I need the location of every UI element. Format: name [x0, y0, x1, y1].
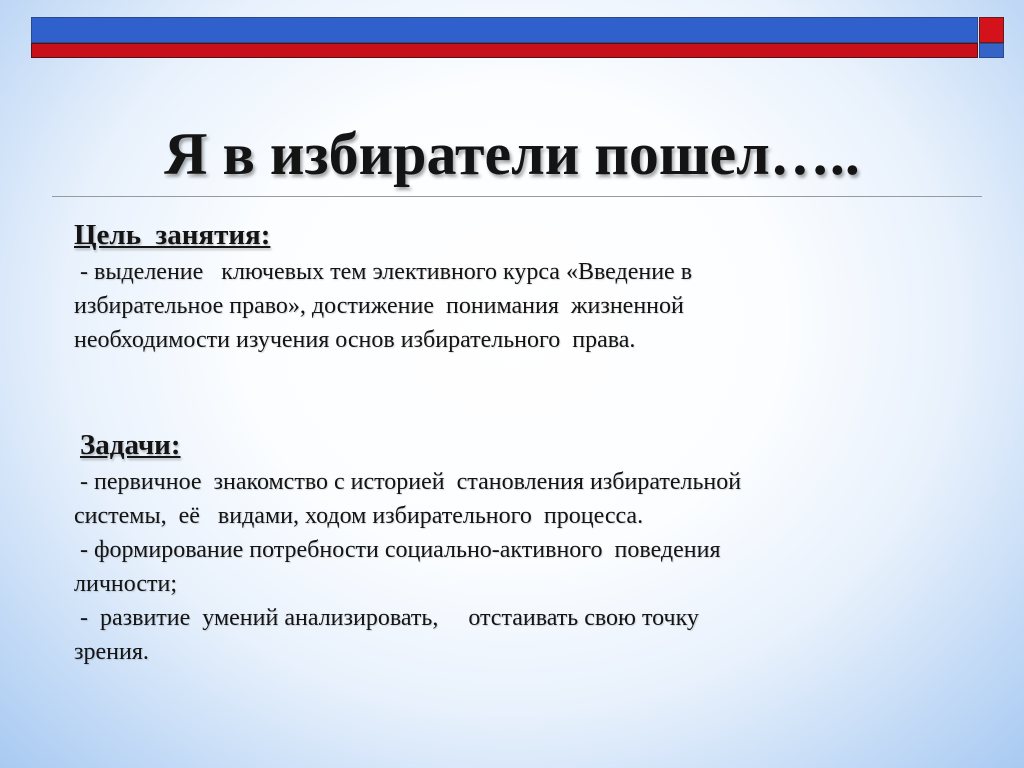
- tasks-line: - развитие умений анализировать, отстаивать свою точку: [74, 605, 699, 631]
- goal-heading: Цель занятия:: [74, 219, 271, 251]
- goal-line: избирательное право», достижение понимания жизненной: [74, 293, 684, 319]
- tasks-line: зрения.: [74, 639, 149, 665]
- tasks-line: - первичное знакомство с историей становления избирательной: [74, 469, 742, 495]
- tasks-heading: Задачи:: [80, 429, 181, 461]
- corner-red-square: [979, 17, 1004, 43]
- goal-line: - выделение ключевых тем элективного курса «Введение в: [74, 259, 693, 285]
- top-red-bar: [31, 43, 978, 58]
- spacer: [74, 357, 894, 425]
- slide-body: [74, 215, 894, 669]
- title-divider: [52, 196, 982, 197]
- goal-line: необходимости изучения основ избирательного права.: [74, 327, 636, 353]
- tasks-line: - формирование потребности социально-активного поведения: [74, 537, 721, 563]
- tasks-line: личности;: [74, 571, 177, 597]
- tasks-line: системы, её видами, ходом избирательного процесса.: [74, 503, 644, 529]
- corner-blue-square: [979, 43, 1004, 58]
- top-blue-bar: [31, 17, 978, 43]
- slide-title: Я в избиратели пошел…..: [164, 121, 860, 187]
